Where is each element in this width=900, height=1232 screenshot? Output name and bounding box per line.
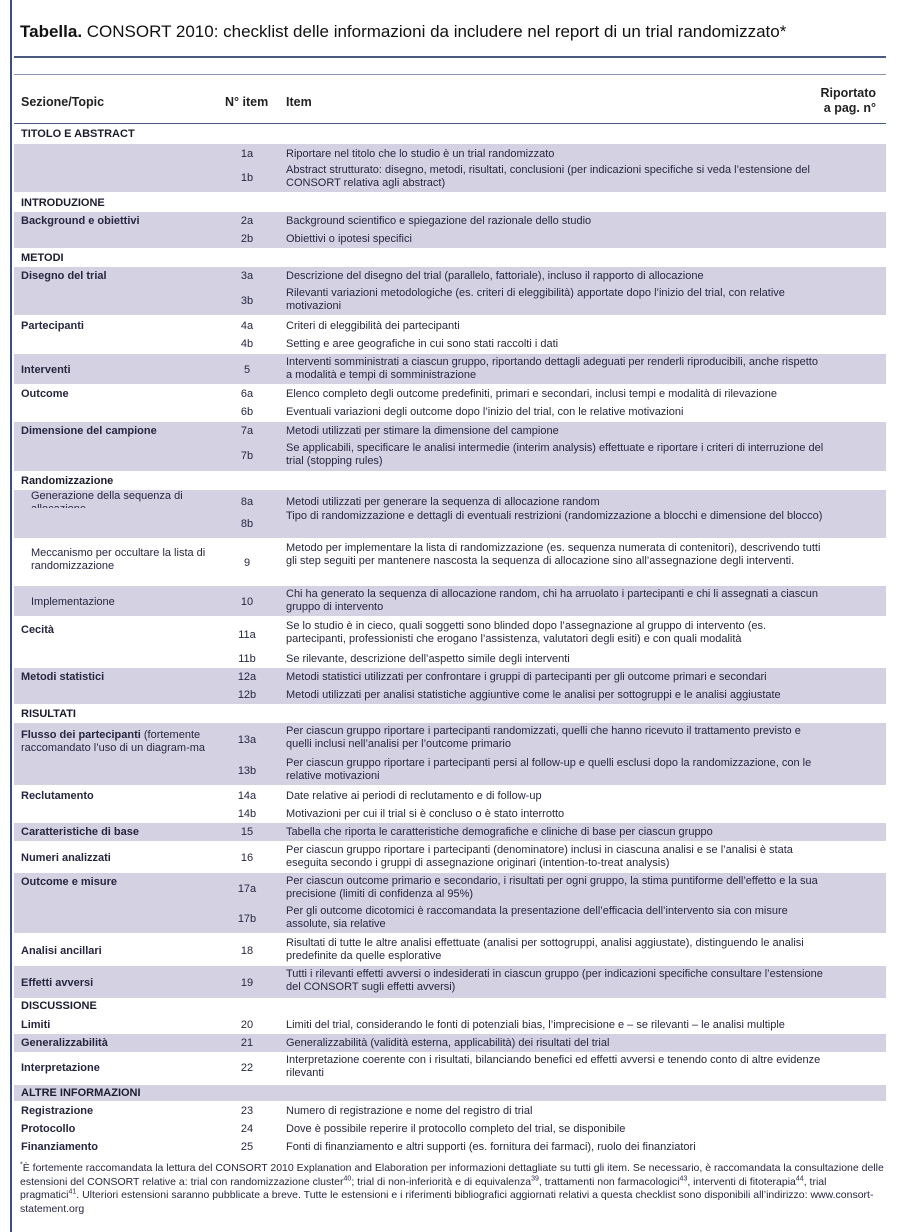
row-item-text: Descrizione del disegno del trial (parallelo, fattoriale), incluso il rapporto di allocazione [286, 270, 704, 282]
table-row [14, 540, 886, 584]
row-topic: Dimensione del campione [21, 425, 157, 437]
section-heading [14, 195, 886, 211]
table-row [14, 354, 886, 384]
row-item-text: Elenco completo degli outcome predefiniti, primari e secondari, inclusi tempi e modalità di rilevazione [286, 388, 777, 400]
row-item-number: 2b [240, 233, 254, 245]
row-item-number: 25 [240, 1141, 254, 1153]
table-row [14, 755, 886, 785]
row-item-number: 13b [237, 765, 257, 777]
row-topic: Effetti avversi [21, 977, 94, 989]
row-item-number: 12b [237, 689, 257, 701]
section-heading [14, 998, 886, 1014]
row-item-text: Se applicabili, specificare le analisi intermedie (interim analysis) effettuate e riportare i criteri di interruzione del trial (stopping rules) [286, 442, 824, 467]
row-topic: Outcome [21, 388, 69, 400]
row-item-number: 21 [240, 1037, 254, 1049]
row-item-text: Fonti di finanziamento e altri supporti (es. fornitura dei farmaci), ruolo dei finanziatori [286, 1141, 696, 1153]
table-row [14, 1016, 886, 1034]
section-heading [14, 473, 886, 489]
table-row [14, 823, 886, 841]
table-row [14, 1052, 886, 1082]
row-topic: Limiti [21, 1019, 51, 1031]
section-title: Randomizzazione [21, 475, 114, 487]
table-row [14, 230, 886, 248]
row-item-number: 14b [237, 808, 257, 820]
table-row [14, 787, 886, 805]
header-page: Riportato a pag. n° [820, 86, 876, 115]
row-item-text: Metodi utilizzati per generare la sequenza di allocazione random [286, 496, 600, 508]
table-row [14, 650, 886, 668]
row-item-number: 3b [240, 295, 254, 307]
section-title: INTRODUZIONE [21, 197, 105, 209]
row-item-text: Tabella che riporta le caratteristiche demografiche e cliniche di base per ciascun gruppo [286, 826, 713, 838]
row-item-text: Generalizzabilità (validità esterna, applicabilità) dei risultati del trial [286, 1037, 610, 1049]
table-row [14, 805, 886, 823]
row-item-text: Obiettivi o ipotesi specifici [286, 233, 412, 245]
table-row [14, 162, 886, 192]
table-row [14, 903, 886, 933]
row-item-text: Per gli outcome dicotomici è raccomandata la presentazione dell’efficacia dell’intervento sia con misure assolute, sia relative [286, 905, 788, 930]
row-item-text: Metodi utilizzati per stimare la dimensione del campione [286, 425, 559, 437]
row-item-text: Eventuali variazioni degli outcome dopo l’inizio del trial, con le relative motivazioni [286, 406, 684, 418]
row-item-number: 1a [240, 148, 254, 160]
row-item-text: Metodo per implementare la lista di randomizzazione (es. sequenza numerata di contenitori), descrivendo tutti gli step seguiti per mantenere nascosta la sequenza di allocazione sino all’assegnazione degli interventi. [286, 542, 821, 567]
row-item-number: 24 [240, 1123, 254, 1135]
row-item-number: 4b [240, 338, 254, 350]
section-heading [14, 126, 886, 142]
table-row [14, 508, 886, 538]
row-item-text: Per ciascun gruppo riportare i partecipanti (denominatore) inclusi in ciascuna analisi e se l’analisi è stata eseguita secondo i gruppi di assegnazione originari (intention-to-treat analysis) [286, 844, 793, 869]
table-row [14, 422, 886, 440]
row-item-text: Per ciascun gruppo riportare i partecipanti persi al follow-up e quelli esclusi dopo la randomizzazione, con le relative motivazioni [286, 757, 812, 782]
row-item-text: Metodi utilizzati per analisi statistiche aggiuntive come le analisi per sottogruppi e le analisi aggiustate [286, 689, 781, 701]
table-row [14, 1120, 886, 1138]
row-item-text: Setting e aree geografiche in cui sono stati raccolti i dati [286, 338, 559, 350]
row-topic: Partecipanti [21, 320, 84, 332]
row-topic: Reclutamento [21, 790, 94, 802]
row-topic: Flusso dei partecipanti (fortemente raccomandato l’uso di un diagram-ma [21, 729, 206, 754]
title-divider [14, 56, 886, 58]
table-row [14, 1102, 886, 1120]
table-row [14, 586, 886, 616]
row-item-number: 11a [238, 629, 256, 641]
row-item-text: Metodi statistici utilizzati per confrontare i gruppi di partecipanti per gli outcome primari e secondari [286, 671, 767, 683]
row-item-number: 14a [237, 790, 257, 802]
footnote: *È fortemente raccomandata la lettura del CONSORT 2010 Explanation and Elaboration per informazioni dettagliate su tutti gli item. Se necessario, è raccomandata la consultazione delle estensioni del CONSORT relative a: trial con randomizzazione cluster$^{40}$; trial di non-inferiorità e di equivalenza$^{39}$, trattamenti non farmacologici$^{43}$, interventi di fitoterapia$^{44}$, trial pragmatici$^{41}$. Ulteriori estensioni saranno pubblicate a breve. Tutte le estensioni e i riferimenti bibliografici aggiornati relativi a questa checklist sono disponibili all’indirizzo: www.consort-statement.org [20, 1161, 884, 1215]
table-header [14, 82, 886, 122]
row-item-text: Interpretazione coerente con i risultati, bilanciando benefici ed effetti avversi e tenendo conto di altre evidenze rilevanti [286, 1054, 821, 1079]
row-item-number: 8a [240, 496, 254, 508]
row-item-number: 9 [243, 557, 251, 569]
row-item-text: Motivazioni per cui il trial si è concluso o è stato interrotto [286, 808, 565, 820]
section-title: DISCUSSIONE [21, 1000, 97, 1012]
section-heading [14, 706, 886, 722]
header-item-number: N° item [225, 95, 269, 109]
table-row [14, 723, 886, 755]
row-topic: Disegno del trial [21, 270, 107, 282]
table-row [14, 212, 886, 230]
row-item-number: 2a [240, 215, 254, 227]
header-bottom-divider [14, 123, 886, 124]
row-item-number: 6b [240, 406, 254, 418]
row-item-number: 20 [240, 1019, 254, 1031]
header-item: Item [286, 95, 312, 109]
row-item-text: Tipo di randomizzazione e dettagli di eventuali restrizioni (randomizzazione a blocchi e dimensione del blocco) [286, 510, 823, 522]
row-topic: Generazione della sequenza di [31, 490, 183, 502]
row-item-text: Per ciascun outcome primario e secondario, i risultati per ogni gruppo, la stima puntiforme dell’effetto e la sua precisione (limiti di confidenza al 95%) [286, 875, 818, 900]
table-row [14, 403, 886, 421]
table-row [14, 317, 886, 335]
row-item-number: 13a [237, 734, 257, 746]
table-row [14, 440, 886, 471]
table-row [14, 966, 886, 998]
row-item-number: 19 [240, 977, 254, 989]
table-row [14, 1034, 886, 1052]
row-item-number: 23 [240, 1105, 254, 1117]
row-topic: Finanziamento [21, 1141, 99, 1153]
row-item-text: Date relative ai periodi di reclutamento e di follow-up [286, 790, 542, 802]
row-topic: Background e obiettivi [21, 215, 140, 227]
table-row [14, 335, 886, 353]
row-item-number: 12a [237, 671, 257, 683]
row-item-number: 15 [240, 826, 254, 838]
row-item-text: Chi ha generato la sequenza di allocazione random, chi ha arruolato i partecipanti e chi li assegnati a ciascun gruppo di intervento [286, 588, 818, 613]
row-item-number: 11b [238, 653, 256, 665]
table-row [14, 267, 886, 285]
row-item-text: Interventi somministrati a ciascun gruppo, riportando dettagli adeguati per renderli riproducibili, anche rispetto a modalità e tempi di somministrazione [286, 356, 818, 381]
row-item-number: 8b [240, 518, 254, 530]
section-heading [14, 1085, 886, 1101]
row-item-text: Per ciascun gruppo riportare i partecipanti randomizzati, quelli che hanno ricevuto il trattamento previsto e quelli inclusi nell’analisi per l’outcome primario [286, 725, 801, 750]
row-topic: Cecità [21, 624, 55, 636]
row-topic: Caratteristiche di base [21, 826, 139, 838]
row-item-text: Riportare nel titolo che lo studio è un trial randomizzato [286, 148, 555, 160]
row-topic: Meccanismo per occultare la lista di randomizzazione [31, 547, 206, 572]
table-row [14, 385, 886, 403]
row-item-number: 1b [240, 172, 254, 184]
row-item-text: Dove è possibile reperire il protocollo completo del trial, se disponibile [286, 1123, 626, 1135]
row-topic: Generalizzabilità [21, 1037, 108, 1049]
row-topic: Analisi ancillari [21, 945, 102, 957]
row-topic: Interpretazione [21, 1062, 100, 1074]
left-accent-bar [10, 0, 12, 1232]
table-row [14, 935, 886, 965]
row-item-text: Numero di registrazione e nome del registro di trial [286, 1105, 533, 1117]
row-item-number: 5 [243, 364, 251, 376]
row-topic: Registrazione [21, 1105, 94, 1117]
section-title: RISULTATI [21, 708, 76, 720]
section-heading [14, 250, 886, 266]
row-topic: Interventi [21, 364, 71, 376]
section-title: ALTRE INFORMAZIONI [21, 1087, 141, 1099]
row-topic: Implementazione [31, 596, 115, 608]
table-row [14, 490, 886, 508]
row-item-number: 4a [240, 320, 254, 332]
row-item-number: 18 [240, 945, 254, 957]
row-item-number: 7b [240, 450, 254, 462]
row-item-text: Limiti del trial, considerando le fonti di potenziali bias, l’imprecisione e – se rilevanti – le analisi multiple [286, 1019, 785, 1031]
row-item-number: 3a [240, 270, 254, 282]
header-section: Sezione/Topic [21, 95, 105, 109]
row-topic: Metodi statistici [21, 671, 105, 683]
header-top-divider [14, 74, 886, 75]
row-item-number: 22 [240, 1062, 254, 1074]
row-topic: Numeri analizzati [21, 852, 111, 864]
row-item-text: Abstract strutturato: disegno, metodi, risultati, conclusioni (per indicazioni specifiche si veda l’estensione del CONSORT relativa agli abstract) [286, 164, 810, 189]
row-topic: Protocollo [21, 1123, 76, 1135]
table-title: Tabella. CONSORT 2010: checklist delle informazioni da includere nel report di un trial randomizzato* [20, 22, 787, 41]
row-item-text: Background scientifico e spiegazione del razionale dello studio [286, 215, 592, 227]
row-item-text: Tutti i rilevanti effetti avversi o indesiderati in ciascun gruppo (per indicazioni specifiche consultare l’estensione del CONSORT sugli effetti avversi) [286, 968, 823, 993]
table-row [14, 842, 886, 872]
row-item-text: Criteri di eleggibilità dei partecipanti [286, 320, 460, 332]
table-row [14, 1138, 886, 1156]
row-item-text: Se lo studio è in cieco, quali soggetti sono blinded dopo l’assegnazione al gruppo di intervento (es. partecipanti, professionisti che erogano l’assistenza, valutatori degli esiti) e con quali modalità [286, 620, 767, 645]
table-row [14, 668, 886, 686]
row-topic: Outcome e misure [21, 876, 117, 888]
row-item-number: 17a [237, 883, 257, 895]
row-item-number: 6a [240, 388, 254, 400]
row-item-text: Risultati di tutte le altre analisi effettuate (analisi per sottogruppi, analisi aggiustate), distinguendo le analisi predefinite da quelle esplorative [286, 937, 804, 962]
section-title: METODI [21, 252, 64, 264]
row-item-text: Rilevanti variazioni metodologiche (es. criteri di eleggibilità) apportate dopo l’inizio del trial, con relative motivazioni [286, 287, 785, 312]
section-title: TITOLO E ABSTRACT [21, 128, 135, 140]
table-row [14, 873, 886, 903]
row-item-number: 17b [237, 913, 257, 925]
row-item-number: 16 [240, 852, 254, 864]
row-item-number: 7a [240, 425, 254, 437]
table-row [14, 686, 886, 704]
table-row [14, 144, 886, 162]
table-row [14, 285, 886, 315]
row-item-text: Se rilevante, descrizione dell’aspetto simile degli interventi [286, 653, 570, 665]
row-item-number: 10 [240, 596, 254, 608]
table-row [14, 618, 886, 650]
